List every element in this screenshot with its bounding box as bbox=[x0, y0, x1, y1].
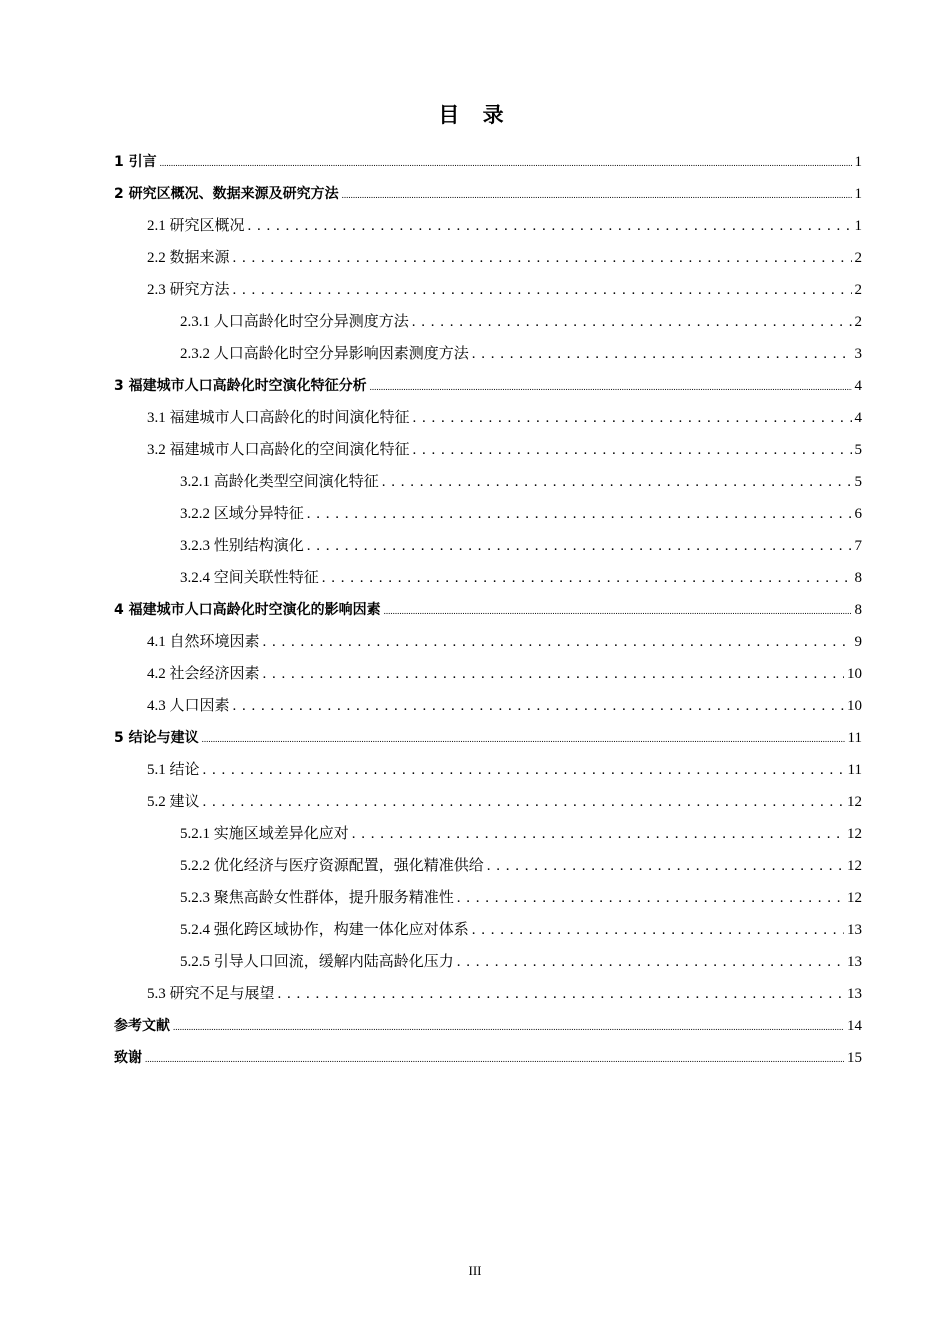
toc-leader-dots bbox=[203, 786, 844, 818]
toc-leader-dots bbox=[263, 626, 852, 658]
toc-entry-page: 14 bbox=[847, 1018, 862, 1034]
toc-entry-label: 致谢 bbox=[114, 1050, 142, 1066]
toc-entry-page: 8 bbox=[854, 602, 862, 618]
toc-entry-page: 10 bbox=[847, 666, 862, 682]
toc-entry[interactable] bbox=[114, 530, 862, 562]
toc-leader-dots bbox=[307, 498, 852, 530]
toc-entry-label: 5.2.1 实施区域差异化应对 bbox=[180, 826, 349, 842]
toc-entry-page: 13 bbox=[847, 922, 862, 938]
toc-entry-label: 2.3.2 人口高龄化时空分异影响因素测度方法 bbox=[180, 346, 469, 362]
toc-entry-label: 5.2.2 优化经济与医疗资源配置，强化精准供给 bbox=[180, 858, 484, 874]
toc-entry-page: 12 bbox=[847, 826, 862, 842]
toc-leader-dots bbox=[487, 850, 844, 882]
toc-leader-dots bbox=[233, 242, 852, 274]
toc-entry-label: 3.2.4 空间关联性特征 bbox=[180, 570, 319, 586]
toc-entry[interactable] bbox=[114, 914, 862, 946]
toc-leader-dots bbox=[382, 466, 852, 498]
toc-entry-page: 1 bbox=[854, 218, 862, 234]
toc-entry-label: 5.2.4 强化跨区域协作，构建一体化应对体系 bbox=[180, 922, 469, 938]
toc-leader-dots bbox=[173, 1010, 844, 1043]
toc-entry[interactable] bbox=[114, 498, 862, 530]
toc-entry-label: 5 结论与建议 bbox=[114, 730, 199, 746]
toc-leader-dots bbox=[457, 946, 844, 978]
toc-entry-label: 2 研究区概况、数据来源及研究方法 bbox=[114, 186, 339, 202]
toc-entry-label: 5.2 建议 bbox=[147, 794, 200, 810]
toc-entry-page: 5 bbox=[854, 442, 862, 458]
toc-entry-page: 5 bbox=[854, 474, 862, 490]
toc-title: 目 录 bbox=[438, 103, 512, 127]
toc-entry-page: 13 bbox=[847, 986, 862, 1002]
toc-entry[interactable] bbox=[114, 882, 862, 914]
toc-leader-dots bbox=[370, 370, 852, 403]
toc-entry-page: 10 bbox=[847, 698, 862, 714]
toc-entry-label: 5.2.3 聚焦高龄女性群体，提升服务精准性 bbox=[180, 890, 454, 906]
toc-leader-dots bbox=[307, 530, 852, 562]
page-number: III bbox=[468, 1263, 482, 1278]
toc-entry-page: 2 bbox=[854, 282, 862, 298]
toc-entry-label: 3.2.3 性别结构演化 bbox=[180, 538, 304, 554]
toc-leader-dots bbox=[472, 338, 852, 370]
toc-entry[interactable] bbox=[114, 626, 862, 658]
toc-entry[interactable] bbox=[114, 722, 862, 754]
toc-entry-label: 4.2 社会经济因素 bbox=[147, 666, 260, 682]
toc-entry[interactable] bbox=[114, 786, 862, 818]
toc-entry-label: 2.3 研究方法 bbox=[147, 282, 230, 298]
toc-entry-page: 15 bbox=[847, 1050, 862, 1066]
toc-entry-page: 2 bbox=[854, 250, 862, 266]
toc-entry[interactable] bbox=[114, 146, 862, 178]
toc-entry[interactable] bbox=[114, 338, 862, 370]
toc-entry-page: 8 bbox=[854, 570, 862, 586]
toc-entry-label: 3 福建城市人口高龄化时空演化特征分析 bbox=[114, 378, 367, 394]
toc-entry-label: 1 引言 bbox=[114, 154, 157, 170]
toc-leader-dots bbox=[384, 594, 852, 627]
toc-entry[interactable] bbox=[114, 178, 862, 210]
toc-entry-page: 3 bbox=[854, 346, 862, 362]
toc-entry-label: 3.2.2 区域分异特征 bbox=[180, 506, 304, 522]
toc-entry[interactable] bbox=[114, 466, 862, 498]
toc-leader-dots bbox=[202, 722, 845, 755]
toc-entry-page: 1 bbox=[854, 154, 862, 170]
toc-entry[interactable] bbox=[114, 274, 862, 306]
toc-entry[interactable] bbox=[114, 370, 862, 402]
toc-entry[interactable] bbox=[114, 242, 862, 274]
toc-leader-dots bbox=[145, 1042, 844, 1075]
toc-entry[interactable] bbox=[114, 402, 862, 434]
toc-entry-page: 1 bbox=[854, 186, 862, 202]
toc-entry-page: 9 bbox=[854, 634, 862, 650]
toc-entry[interactable] bbox=[114, 594, 862, 626]
table-of-contents bbox=[114, 146, 862, 1074]
toc-entry-label: 5.2.5 引导人口回流，缓解内陆高龄化压力 bbox=[180, 954, 454, 970]
toc-entry[interactable] bbox=[114, 1010, 862, 1042]
toc-leader-dots bbox=[263, 658, 844, 690]
toc-leader-dots bbox=[413, 434, 852, 466]
toc-entry[interactable] bbox=[114, 850, 862, 882]
toc-entry-page: 4 bbox=[854, 378, 862, 394]
toc-entry[interactable] bbox=[114, 690, 862, 722]
toc-leader-dots bbox=[413, 402, 852, 434]
toc-leader-dots bbox=[233, 274, 852, 306]
toc-entry-label: 5.3 研究不足与展望 bbox=[147, 986, 275, 1002]
toc-leader-dots bbox=[233, 690, 844, 722]
toc-entry-page: 4 bbox=[854, 410, 862, 426]
toc-entry[interactable] bbox=[114, 946, 862, 978]
toc-entry-page: 12 bbox=[847, 794, 862, 810]
toc-entry-page: 12 bbox=[847, 890, 862, 906]
toc-leader-dots bbox=[457, 882, 844, 914]
toc-entry-label: 4.1 自然环境因素 bbox=[147, 634, 260, 650]
toc-entry-label: 2.1 研究区概况 bbox=[147, 218, 245, 234]
toc-entry-label: 4.3 人口因素 bbox=[147, 698, 230, 714]
toc-entry-label: 3.2 福建城市人口高龄化的空间演化特征 bbox=[147, 442, 410, 458]
toc-entry-label: 3.2.1 高龄化类型空间演化特征 bbox=[180, 474, 379, 490]
toc-entry[interactable] bbox=[114, 434, 862, 466]
toc-entry-page: 6 bbox=[854, 506, 862, 522]
toc-leader-dots bbox=[472, 914, 844, 946]
toc-entry-label: 2.2 数据来源 bbox=[147, 250, 230, 266]
toc-leader-dots bbox=[248, 210, 852, 242]
toc-leader-dots bbox=[342, 178, 852, 211]
toc-entry-page: 2 bbox=[854, 314, 862, 330]
toc-entry[interactable] bbox=[114, 306, 862, 338]
toc-entry-page: 7 bbox=[854, 538, 862, 554]
toc-entry[interactable] bbox=[114, 818, 862, 850]
toc-entry-page: 13 bbox=[847, 954, 862, 970]
toc-entry-label: 参考文献 bbox=[114, 1018, 170, 1034]
toc-entry[interactable] bbox=[114, 562, 862, 594]
toc-leader-dots bbox=[412, 306, 852, 338]
toc-leader-dots bbox=[322, 562, 852, 594]
toc-leader-dots bbox=[278, 978, 844, 1010]
toc-entry-label: 4 福建城市人口高龄化时空演化的影响因素 bbox=[114, 602, 381, 618]
toc-entry-page: 11 bbox=[847, 762, 862, 778]
toc-leader-dots bbox=[203, 754, 845, 786]
toc-entry-page: 12 bbox=[847, 858, 862, 874]
toc-entry[interactable] bbox=[114, 210, 862, 242]
toc-leader-dots bbox=[160, 146, 852, 179]
toc-entry-label: 3.1 福建城市人口高龄化的时间演化特征 bbox=[147, 410, 410, 426]
toc-entry-label: 5.1 结论 bbox=[147, 762, 200, 778]
toc-entry[interactable] bbox=[114, 978, 862, 1010]
toc-entry-page: 11 bbox=[847, 730, 862, 746]
toc-entry[interactable] bbox=[114, 1042, 862, 1074]
toc-entry[interactable] bbox=[114, 754, 862, 786]
toc-entry-label: 2.3.1 人口高龄化时空分异测度方法 bbox=[180, 314, 409, 330]
toc-entry[interactable] bbox=[114, 658, 862, 690]
toc-leader-dots bbox=[352, 818, 844, 850]
